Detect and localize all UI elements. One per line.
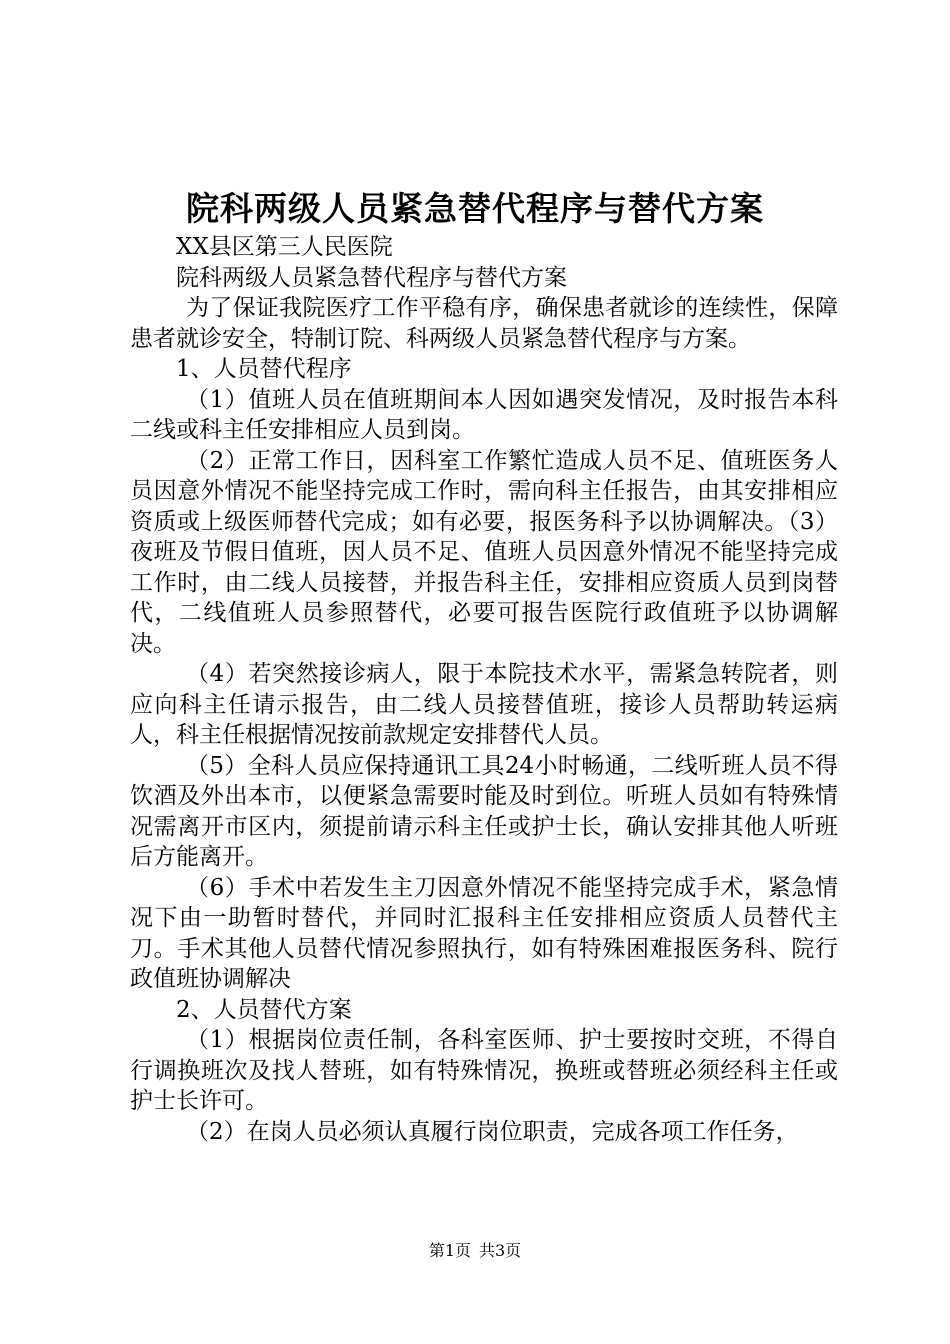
paragraph-item-2: （2）正常工作日，因科室工作繁忙造成人员不足、值班医务人员因意外情况不能坚持完成工作时，需向科主任报告，由其安排相应资质或上级医师替代完成；如有必要，报医务科予以协调解决。（3）夜班及节假日值班，因人员不足、值班人员因意外情况不能坚持完成工作时，由二线人员接替，并报告科主任，安排相应资质人员到岗替代，二线值班人员参照替代，必要可报告医院行政值班予以协调解决。 [130,447,838,657]
paragraph-plan-2: （2）在岗人员必须认真履行岗位职责，完成各项工作任务， [186,1118,799,1145]
page-total: 共3页 [479,1241,522,1260]
hospital-name: XX县区第三人民医院 [176,234,393,260]
section-heading-2: 2、人员替代方案 [176,996,352,1023]
page-number: 第1页 [428,1241,471,1260]
document-body [130,232,838,1147]
intro-paragraph: 为了保证我院医疗工作平稳有序，确保患者就诊的连续性，保障患者就诊安全，特制订院、科两级人员紧急替代程序与方案。 [130,295,838,352]
paragraph-item-5: （5）全科人员应保持通讯工具24小时畅通，二线听班人员不得饮酒及外出本市，以便紧急需要时能及时到位。听班人员如有特殊情况需离开市区内，须提前请示科主任或护士长，确认安排其他人听班后方能离开。 [130,752,838,870]
paragraph-item-6: （6）手术中若发生主刀因意外情况不能坚持完成手术，紧急情况下由一助暂时替代，并同时汇报科主任安排相应资质人员替代主刀。手术其他人员替代情况参照执行，如有特殊困难报医务科、院行政值班协调解决 [130,874,838,992]
page-footer [0,1240,950,1262]
document-subtitle: 院科两级人员紧急替代程序与替代方案 [176,264,567,291]
section-heading-1: 1、人员替代程序 [176,356,352,382]
document-title: 院科两级人员紧急替代程序与替代方案 [186,189,764,228]
paragraph-plan-1: （1）根据岗位责任制，各科室医师、护士要按时交班，不得自行调换班次及找人替班，如有特殊情况，换班或替班必须经科主任或护士长许可。 [130,1027,838,1114]
paragraph-item-1: （1）值班人员在值班期间本人因如遇突发情况，及时报告本科二线或科主任安排相应人员到岗。 [130,386,838,443]
paragraph-item-4: （4）若突然接诊病人，限于本院技术水平，需紧急转院者，则应向科主任请示报告，由二线人员接替值班，接诊人员帮助转运病人，科主任根据情况按前款规定安排替代人员。 [130,661,838,748]
